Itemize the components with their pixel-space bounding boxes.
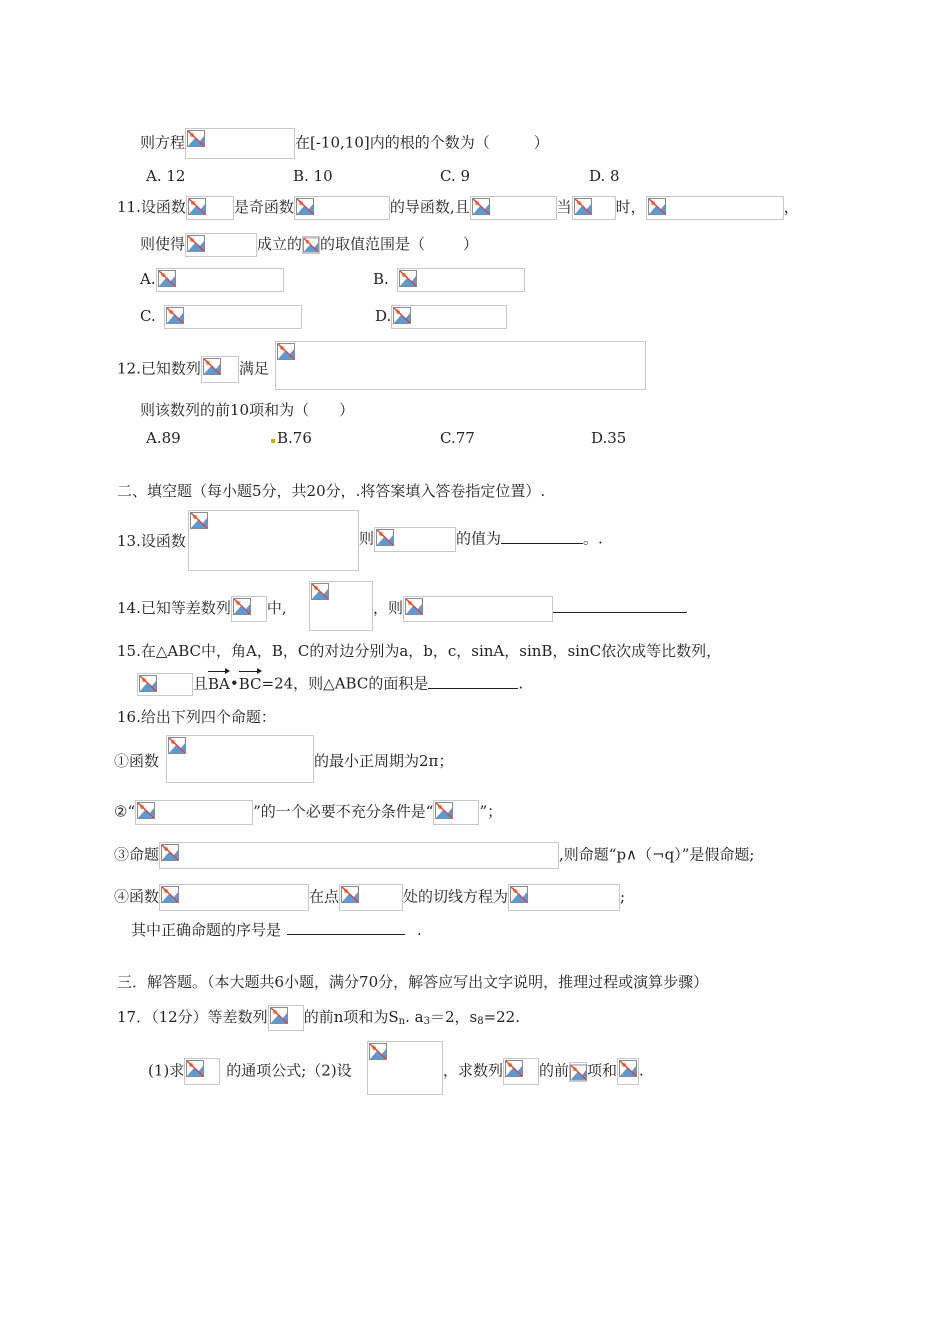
- text: .: [417, 921, 422, 939]
- formula-image: [572, 196, 616, 220]
- formula-image: [470, 196, 557, 220]
- text: 的导函数,且: [389, 198, 470, 216]
- text: 。.: [583, 529, 603, 548]
- broken-image-icon: [190, 512, 208, 529]
- q12-option-d: D.35: [591, 429, 627, 447]
- text: 则该数列的前10项和为（: [140, 401, 310, 419]
- broken-image-icon: [166, 307, 184, 324]
- q10-option-d: D. 8: [589, 167, 620, 185]
- broken-image-icon: [341, 886, 359, 903]
- subscript: 8: [477, 1016, 484, 1027]
- q12-option-a: A.89: [146, 429, 181, 447]
- broken-image-icon: [186, 1060, 204, 1077]
- broken-image-icon: [405, 598, 423, 615]
- broken-image-icon: [311, 583, 329, 600]
- formula-image: [397, 268, 525, 292]
- q11-stem-2: [140, 233, 478, 257]
- formula-image: [367, 1041, 443, 1095]
- q16-p1a: ①函数: [114, 752, 160, 770]
- formula-image: [268, 1005, 304, 1031]
- text: ③命题: [114, 845, 160, 864]
- formula-image: [231, 596, 267, 622]
- formula-image: [391, 305, 507, 329]
- text: .: [518, 674, 524, 693]
- text: 的前n项和为S: [303, 1008, 399, 1026]
- broken-image-icon: [570, 1064, 587, 1081]
- broken-image-icon: [648, 198, 666, 215]
- q11-stem: [117, 196, 799, 220]
- text: 17．（12分）等差数列: [117, 1008, 268, 1026]
- q11-option-c: [140, 305, 302, 329]
- broken-image-icon: [505, 1060, 523, 1077]
- q13-stem: [359, 527, 603, 552]
- q11-option-a: [140, 268, 284, 292]
- broken-image-icon: [188, 198, 206, 215]
- q17-stem: [117, 1005, 520, 1032]
- broken-image-icon: [303, 237, 319, 253]
- formula-image: [156, 268, 284, 292]
- q10-option-a: A. 12: [146, 167, 186, 185]
- text: ;: [620, 887, 626, 906]
- q14-stem-2: [373, 596, 687, 622]
- section-2-heading: 二、填空题（每小题5分，共20分，.将答案填入答卷指定位置）.: [117, 482, 546, 500]
- q10-stem: [140, 128, 549, 159]
- broken-image-icon: [161, 844, 179, 861]
- text: =22.: [483, 1008, 520, 1026]
- text: (1)求: [148, 1061, 185, 1080]
- q15-stem-2: [137, 673, 523, 696]
- text: B.76: [277, 429, 312, 447]
- text: A.: [140, 270, 156, 288]
- text: 的通项公式;（2)设: [226, 1061, 352, 1080]
- broken-image-icon: [161, 886, 179, 903]
- text: 在点: [309, 887, 340, 906]
- q16-p4: [114, 884, 625, 911]
- formula-image: [188, 510, 359, 571]
- broken-image-icon: [574, 198, 592, 215]
- formula-image: [201, 356, 239, 383]
- q16-p1b: 的最小正周期为2π；: [314, 752, 454, 770]
- text: 满足: [238, 359, 269, 378]
- text: .: [639, 1061, 644, 1080]
- broken-image-icon: [435, 802, 453, 819]
- text: 成立的: [257, 235, 303, 253]
- text: 的值为: [456, 529, 502, 548]
- formula-image: [135, 800, 253, 825]
- subscript: n: [398, 1016, 406, 1027]
- answer-blank: [287, 920, 405, 935]
- formula-image: [137, 673, 193, 696]
- broken-image-icon: [277, 343, 295, 360]
- text: 则方程: [140, 133, 186, 152]
- vector-bc: BC: [238, 674, 262, 693]
- text: 是奇函数: [233, 198, 294, 216]
- formula-image: [569, 1062, 587, 1082]
- broken-image-icon: [203, 358, 221, 375]
- text: D.: [375, 307, 392, 325]
- answer-blank: [428, 674, 518, 689]
- text: 的取值范围是（: [320, 235, 426, 253]
- q16-title: 16.给出下列四个命题：: [117, 708, 276, 726]
- text: ＝2，s: [429, 1008, 478, 1026]
- q10-option-b: B. 10: [293, 167, 333, 185]
- formula-image: [374, 527, 456, 552]
- text: ”；: [479, 802, 503, 821]
- formula-image: [164, 305, 302, 329]
- text: 处的切线方程为: [403, 887, 509, 906]
- formula-image: [159, 842, 559, 869]
- broken-image-icon: [233, 598, 251, 615]
- text: ②“: [114, 802, 136, 821]
- text: 11.设函数: [117, 198, 186, 216]
- formula-image: [185, 128, 295, 159]
- vector-ba: BA: [208, 674, 230, 693]
- text: 其中正确命题的序号是: [131, 921, 282, 939]
- text: 中,: [266, 599, 287, 617]
- answer-blank: [553, 598, 687, 613]
- formula-image: [309, 581, 373, 631]
- text: 则: [359, 529, 375, 548]
- text: =24，则△ABC的面积是: [261, 674, 429, 693]
- broken-image-icon: [270, 1007, 288, 1024]
- broken-image-icon: [369, 1043, 387, 1060]
- formula-image: [339, 884, 403, 911]
- broken-image-icon: [158, 270, 176, 287]
- broken-image-icon: [399, 270, 417, 287]
- formula-image: [403, 596, 553, 622]
- subscript: 3: [423, 1016, 430, 1027]
- formula-image: [185, 233, 257, 257]
- text: ，则: [373, 599, 404, 617]
- q16-p2: [114, 800, 502, 825]
- broken-image-icon: [137, 802, 155, 819]
- broken-image-icon: [168, 737, 186, 754]
- text: 14.已知等差数列: [117, 599, 231, 617]
- broken-image-icon: [393, 307, 411, 324]
- text: ）: [533, 133, 549, 152]
- formula-image: [275, 341, 646, 390]
- broken-image-icon: [139, 675, 157, 692]
- text: ）: [463, 235, 479, 253]
- q15-stem: 15.在△ABC中，角A，B，C的对边分别为a，b，c，sinA，sinB，sinC依次成等比数列，: [117, 642, 722, 660]
- broken-image-icon: [187, 235, 205, 252]
- formula-image: [617, 1058, 639, 1085]
- text: 在[-10,10]内的根的个数为（: [295, 133, 490, 152]
- text: ，求数列: [443, 1061, 504, 1080]
- broken-image-icon: [619, 1060, 637, 1077]
- formula-image: [508, 884, 620, 911]
- text: ”的一个必要不充分条件是“: [253, 802, 434, 821]
- text: 项和: [587, 1061, 618, 1080]
- formula-image: [646, 196, 784, 220]
- formula-image: [184, 1058, 220, 1085]
- text: ,则命题“p∧（¬q）”是假命题;: [559, 845, 755, 864]
- q12-stem-2: [140, 400, 354, 420]
- text: 的前: [539, 1061, 570, 1080]
- q12-option-b: [271, 428, 312, 448]
- q12-option-c: C.77: [440, 429, 475, 447]
- formula-image: [433, 800, 479, 825]
- q10-option-c: C. 9: [440, 167, 471, 185]
- text: . a: [405, 1008, 424, 1026]
- broken-image-icon: [510, 886, 528, 903]
- formula-image: [503, 1058, 539, 1085]
- formula-image: [159, 884, 309, 911]
- text: •: [229, 674, 239, 693]
- broken-image-icon: [296, 198, 314, 215]
- formula-image: [294, 196, 390, 220]
- broken-image-icon: [376, 529, 394, 546]
- text: B.: [373, 270, 389, 288]
- broken-image-icon: [472, 198, 490, 215]
- text: 则使得: [140, 235, 186, 253]
- q11-option-b: [373, 268, 525, 292]
- text: 当: [556, 198, 572, 216]
- q14-stem: [117, 596, 287, 622]
- formula-image: [186, 196, 234, 220]
- q13-prefix: 13.设函数: [117, 532, 186, 550]
- q17-part1: [148, 1058, 352, 1085]
- text: ，: [783, 198, 799, 216]
- formula-image: [166, 735, 314, 783]
- formula-image: [302, 236, 320, 254]
- q12-stem: [117, 356, 269, 383]
- broken-image-icon: [187, 130, 205, 147]
- text: 12.已知数列: [117, 359, 201, 378]
- text: ）: [339, 401, 355, 419]
- text: C.: [140, 307, 156, 325]
- q16-p3: [114, 842, 754, 869]
- text: 时，: [615, 198, 646, 216]
- q11-option-d: [375, 305, 507, 329]
- q17-part2: [443, 1058, 644, 1085]
- text: ④函数: [114, 887, 160, 906]
- q16-end: [131, 920, 422, 940]
- answer-blank: [501, 529, 583, 544]
- section-3-heading: 三．解答题。（本大题共6小题，满分70分，解答应写出文字说明，推理过程或演算步骤）: [117, 973, 709, 991]
- mark-dot: [271, 439, 275, 443]
- text: 且: [193, 674, 209, 693]
